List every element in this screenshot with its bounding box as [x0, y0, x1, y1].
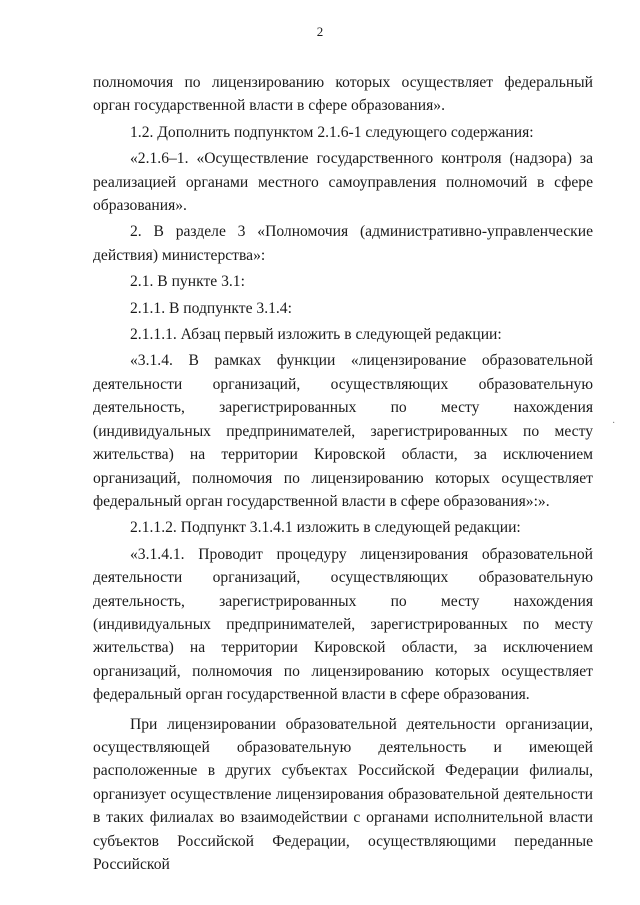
paragraph-4: 2. В разделе 3 «Полномочия (административно-управленческие действия) министерства»: [93, 223, 593, 264]
paragraph-10: «3.1.4.1. Проводит процедуру лицензирования образовательной деятельности организаций, осуществляющих образовательную деятельность, зарегистрированных по месту нахождения (индивидуальных предпринимателей, зарегистрированных по месту жительства) на территории Кировской области, за исключением организаций, полномочия по лицензированию которых осуществляет федеральный орган государственной власти в сфере образования. [93, 545, 593, 704]
paragraph-5: 2.1. В пункте 3.1: [130, 273, 245, 291]
paragraph-1: полномочия по лицензированию которых осуществляет федеральный орган государственной власти в сфере образования». [93, 74, 593, 115]
page-number: 2 [316, 24, 324, 39]
paragraph-11: При лицензировании образовательной деятельности организации, осуществляющей образовательную деятельность и имеющей расположенные в других субъектах Российской Федерации филиалы, организует осуществление лицензирования образовательной деятельности в таких филиалах во взаимодействии с органами исполнительной власти субъектов Российской Федерации, осуществляющими переданные Российской [93, 715, 593, 873]
paragraph-3: «2.1.6–1. «Осуществление государственного контроля (надзора) за реализацией органами местного самоуправления полномочий в сфере образования». [93, 150, 593, 215]
scan-speck: · [612, 418, 616, 429]
paragraph-8: «3.1.4. В рамках функции «лицензирование образовательной деятельности организаций, осуществляющих образовательную деятельность, зарегистрированных по месту нахождения (индивидуальных предпринимателей, зарегистрированных по месту жительства) на территории Кировской области, за исключением организаций, полномочия по лицензированию которых осуществляет федеральный орган государственной власти в сфере образования»:». [93, 352, 593, 510]
paragraph-9: 2.1.1.2. Подпункт 3.1.4.1 изложить в следующей редакции: [130, 519, 521, 537]
document-body [93, 71, 593, 876]
paragraph-7: 2.1.1.1. Абзац первый изложить в следующей редакции: [130, 326, 502, 344]
paragraph-6: 2.1.1. В подпункте 3.1.4: [130, 299, 292, 317]
paragraph-2: 1.2. Дополнить подпунктом 2.1.6-1 следующего содержания: [130, 123, 534, 141]
